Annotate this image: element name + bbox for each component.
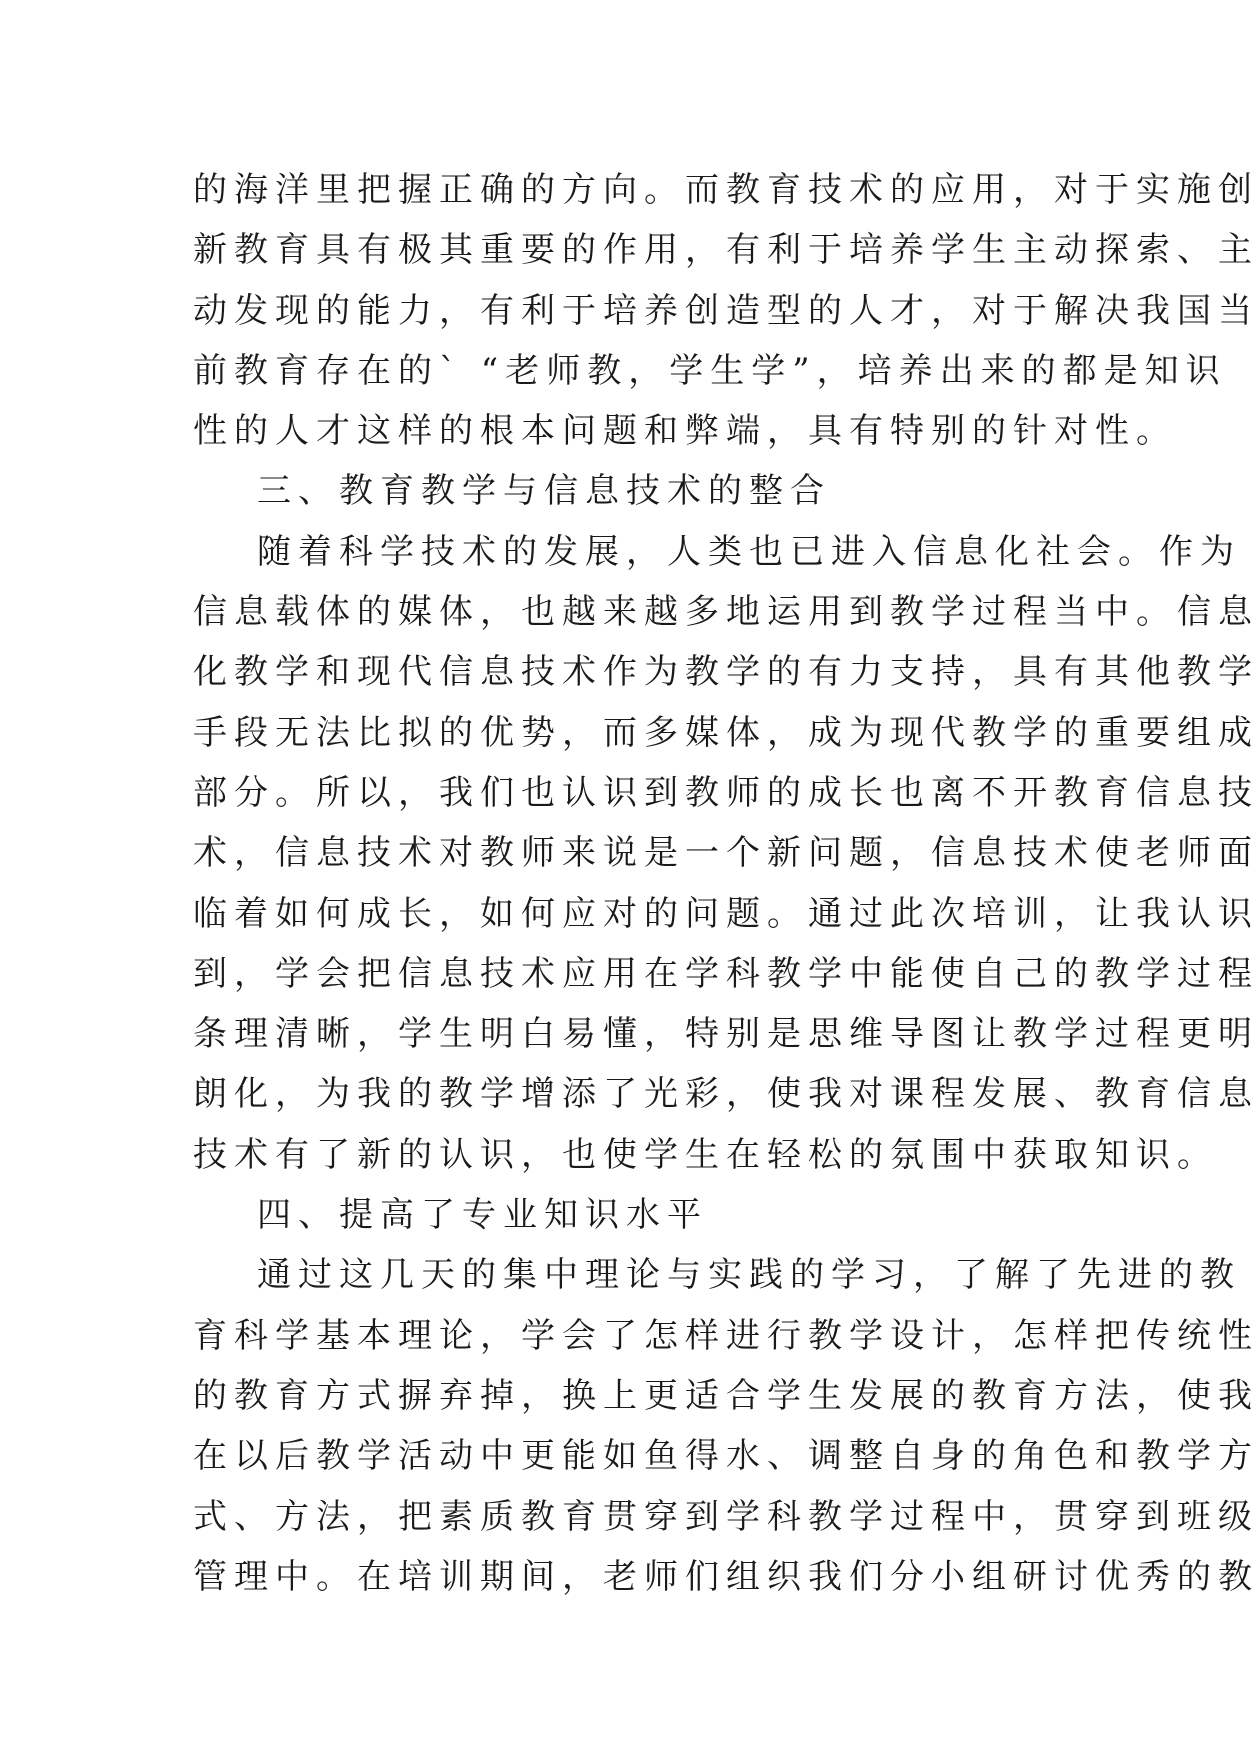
text-line: 化教学和现代信息技术作为教学的有力支持，具有其他教学 <box>193 652 1259 693</box>
text-line: 动发现的能力，有利于培养创造型的人才，对于解决我国当 <box>193 290 1259 331</box>
text-line: 临着如何成长，如何应对的问题。通过此次培训，让我认识 <box>193 893 1259 934</box>
text-line: 随着科学技术的发展，人类也已进入信息化社会。作为 <box>257 531 1241 572</box>
text-line: 术，信息技术对教师来说是一个新问题，信息技术使老师面 <box>193 833 1259 874</box>
document-body <box>193 160 1259 1607</box>
section-heading: 四、提高了专业知识水平 <box>257 1195 708 1236</box>
text-line: 条理清晰，学生明白易懂，特别是思维导图让教学过程更明 <box>193 1014 1259 1055</box>
text-line: 性的人才这样的根本问题和弊端，具有特别的针对性。 <box>193 411 1177 452</box>
text-line: 通过这几天的集中理论与实践的学习，了解了先进的教 <box>257 1255 1241 1296</box>
text-line: 式、方法，把素质教育贯穿到学科教学过程中，贯穿到班级 <box>193 1496 1259 1537</box>
section-heading: 三、教育教学与信息技术的整合 <box>257 471 831 512</box>
text-line: 技术有了新的认识，也使学生在轻松的氛围中获取知识。 <box>193 1134 1218 1175</box>
text-line: 新教育具有极其重要的作用，有利于培养学生主动探索、主 <box>193 230 1259 271</box>
text-line: 信息载体的媒体，也越来越多地运用到教学过程当中。信息 <box>193 592 1259 633</box>
text-line: 朗化，为我的教学增添了光彩，使我对课程发展、教育信息 <box>193 1074 1259 1115</box>
text-line: 前教育存在的` “老师教，学生学”，培养出来的都是知识 <box>193 350 1227 391</box>
text-line: 育科学基本理论，学会了怎样进行教学设计，怎样把传统性 <box>193 1315 1259 1356</box>
text-line: 手段无法比拟的优势，而多媒体，成为现代教学的重要组成 <box>193 712 1259 753</box>
text-line: 部分。所以，我们也认识到教师的成长也离不开教育信息技 <box>193 772 1259 813</box>
text-line: 的教育方式摒弃掉，换上更适合学生发展的教育方法，使我 <box>193 1375 1259 1416</box>
text-line: 在以后教学活动中更能如鱼得水、调整自身的角色和教学方 <box>193 1436 1259 1477</box>
text-line: 管理中。在培训期间，老师们组织我们分小组研讨优秀的教 <box>193 1556 1259 1597</box>
text-line: 到，学会把信息技术应用在学科教学中能使自己的教学过程 <box>193 953 1259 994</box>
text-line: 的海洋里把握正确的方向。而教育技术的应用，对于实施创 <box>193 170 1259 210</box>
